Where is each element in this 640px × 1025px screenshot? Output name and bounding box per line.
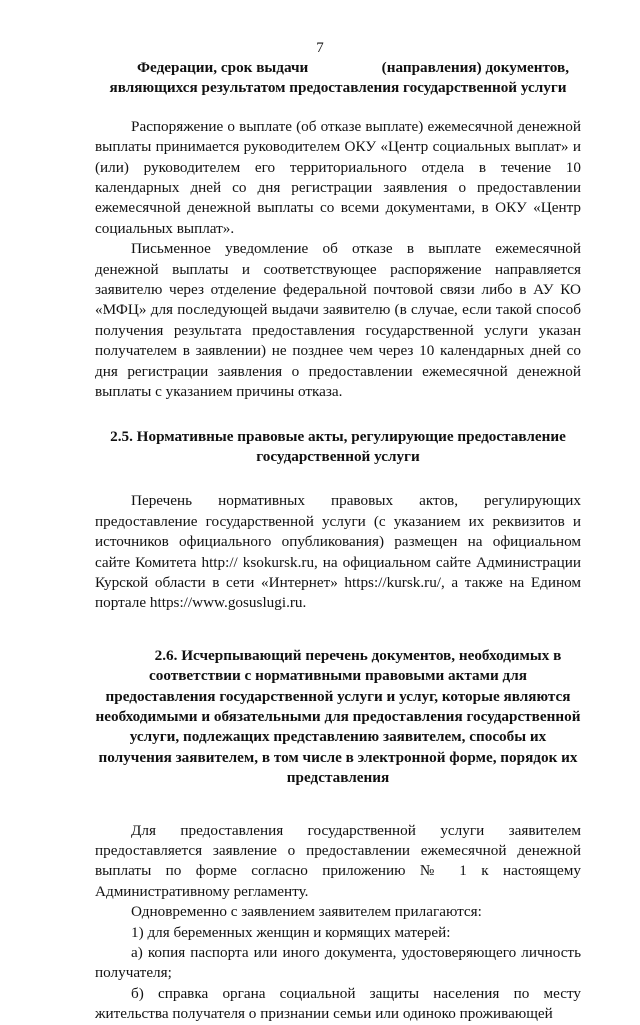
page-number: 7 (316, 40, 324, 56)
heading-left-text: Федерации, срок выдачи (137, 59, 309, 76)
document-content (95, 58, 581, 1025)
paragraph-refusal-notice: Письменное уведомление об отказе в выплате ежемесячной денежной выплаты и соответствующее распоряжение направляется заявителю через отделение федеральной почтовой связи либо в АУ КО «МФЦ» для последующей выдачи заявителю (в случае, если такой способ получения результата предоставления государственной услуги указан получателем в заявлении) не позднее чем через 10 календарных дней со дня регистрации заявления о предоставлении ежемесячной денежной выплаты с указанием причины отказа. (95, 240, 581, 401)
section-2-6-body-1: Для предоставления государственной услуги заявителем предоставляется заявление о предоставлении ежемесячной денежной выплаты по форме согласно приложению № 1 к настоящему Административному регламенту. (95, 821, 581, 900)
heading-right-text: (направления) документов, (381, 59, 569, 76)
section-heading-line1 (95, 58, 581, 78)
section-2-5-title: 2.5. Нормативные правовые акты, регулирующие предоставление государственной услуги (110, 427, 566, 465)
section-heading-line2: являющихся результатом предоставления государственной услуги (109, 79, 567, 97)
section-2-6-title: 2.6. Исчерпывающий перечень документов, необходимых в соответствии с нормативными правовыми актами для предоставления государственной услуги и услуг, которые являются необходимыми и обязательными для предоставления государственной услуги, подлежащих представлению заявителем, способы их получения заявителем, в том числе в электронной форме, порядок их представления (95, 646, 581, 787)
section-2-6-body-2: Одновременно с заявлением заявителем прилагаются: (131, 903, 482, 921)
paragraph-order-decision: Распоряжение о выплате (об отказе выплате) ежемесячной денежной выплаты принимается руководителем ОКУ «Центр социальных выплат» и (или) руководителем его территориального отдела в течение 10 календарных дней со дня регистрации заявления о предоставлении ежемесячной денежной выплаты со всеми документами, в ОКУ «Центр социальных выплат». (95, 117, 581, 237)
section-2-5-body: Перечень нормативных правовых актов, регулирующих предоставление государственной услуги (с указанием их реквизитов и источников официального опубликования) размещен на официальном сайте Комитета http:// ksokursk.ru, на официальном сайте Администрации Курской области в сети «Интернет» https://kursk.ru/, а также на Едином портале https://www.gosuslugi.ru. (95, 492, 581, 612)
section-2-6-body-4: а) копия паспорта или иного документа, удостоверяющего личность получателя; (95, 944, 581, 982)
section-2-6-body-5: б) справка органа социальной защиты населения по месту жительства получателя о признании семьи или одиноко проживающей (95, 984, 581, 1023)
section-2-6-body-3: 1) для беременных женщин и кормящих матерей: (131, 923, 451, 941)
